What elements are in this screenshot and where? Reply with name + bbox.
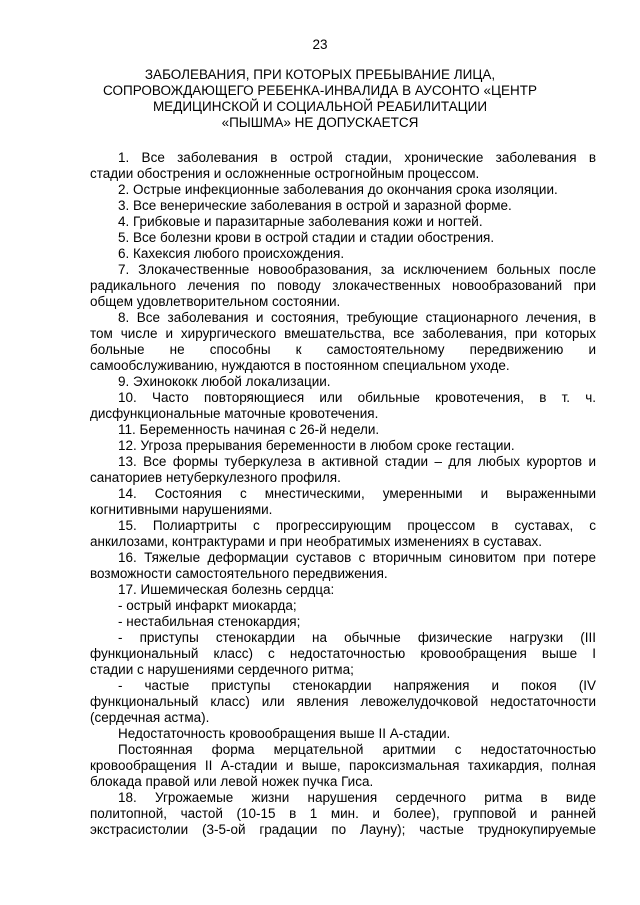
text-line: возможности самостоятельного передвижения.: [90, 566, 388, 581]
text-line: 13. Все формы туберкулеза в активной стадии – для любых курортов и: [118, 454, 596, 469]
text-line: когнитивными нарушениями.: [90, 502, 273, 517]
text-line: дисфункциональные маточные кровотечения.: [90, 406, 379, 421]
text-line: радикального лечения по поводу злокачественных новообразований при: [90, 278, 596, 293]
text-line: функциональный класс) или явления левожелудочковой недостаточности: [90, 694, 596, 709]
page-number: 23: [312, 37, 328, 52]
text-line: 12. Угроза прерывания беременности в любом сроке гестации.: [118, 438, 515, 453]
document-title: [90, 67, 550, 131]
text-line: самообслуживанию, нуждаются в постоянном специальном уходе.: [90, 358, 510, 373]
text-line: 1. Все заболевания в острой стадии, хронические заболевания в: [118, 150, 596, 165]
text-line: том числе и хирургического вмешательства, все заболевания, при которых: [90, 326, 596, 341]
text-line: 8. Все заболевания и состояния, требующие стационарного лечения, в: [118, 310, 596, 325]
text-line: 16. Тяжелые деформации суставов с вторичным синовитом при потере: [118, 550, 596, 565]
title-line: МЕДИЦИНСКОЙ И СОЦИАЛЬНОЙ РЕАБИЛИТАЦИИ: [152, 99, 488, 114]
text-line: - приступы стенокардии на обычные физические нагрузки (III: [118, 630, 596, 645]
text-line: 6. Кахексия любого происхождения.: [118, 246, 345, 261]
text-line: 10. Часто повторяющиеся или обильные кровотечения, в т. ч.: [118, 390, 596, 405]
text-line: стадии с нарушениями сердечного ритма;: [90, 662, 354, 677]
text-line: общем удовлетворительном состоянии.: [90, 294, 341, 309]
text-line: Постоянная форма мерцательной аритмии с недостаточностью: [118, 742, 596, 757]
text-line: 17. Ишемическая болезнь сердца:: [118, 582, 335, 597]
text-line: санаториев нетуберкулезного профиля.: [90, 470, 341, 485]
text-line: 15. Полиартриты с прогрессирующим процессом в суставах, с: [118, 518, 596, 533]
text-line: - частые приступы стенокардии напряжения и покоя (IV: [118, 678, 596, 693]
text-line: 5. Все болезни крови в острой стадии и стадии обострения.: [118, 230, 495, 245]
document-body: [90, 150, 596, 838]
text-line: 3. Все венерические заболевания в острой и заразной форме.: [118, 198, 512, 213]
text-line: Недостаточность кровообращения выше II А-стадии.: [118, 726, 451, 741]
text-line: 2. Острые инфекционные заболевания до окончания срока изоляции.: [118, 182, 558, 197]
text-line: 18. Угрожаемые жизни нарушения сердечного ритма в виде: [118, 790, 596, 805]
text-line: блокада правой или левой ножек пучка Гиса.: [90, 774, 374, 789]
text-line: экстрасистолии (3-5-ой градации по Лауну); частые труднокупируемые: [90, 822, 596, 837]
title-line: СОПРОВОЖДАЮЩЕГО РЕБЕНКА-ИНВАЛИДА В АУСОНТО «ЦЕНТР: [103, 83, 537, 98]
text-line: 11. Беременность начиная с 26-й недели.: [118, 422, 380, 437]
text-line: функциональный класс) с недостаточностью кровообращения выше I: [90, 646, 596, 661]
text-line: 7. Злокачественные новообразования, за исключением больных после: [118, 262, 596, 277]
text-line: - нестабильная стенокардия;: [118, 614, 301, 629]
text-line: - острый инфаркт миокарда;: [118, 598, 297, 613]
text-line: больные не способны к самостоятельному передвижению и: [90, 342, 596, 357]
text-line: стадии обострения и осложненные острогнойным процессом.: [90, 166, 480, 181]
text-line: кровообращения II А-стадии и выше, пароксизмальная тахикардия, полная: [90, 758, 596, 773]
text-line: 9. Эхинококк любой локализации.: [118, 374, 331, 389]
text-line: 14. Состояния с мнестическими, умеренными и выраженными: [118, 486, 596, 501]
title-line: «ПЫШМА» НЕ ДОПУСКАЕТСЯ: [221, 115, 419, 130]
text-line: политопной, частой (10-15 в 1 мин. и более), групповой и ранней: [90, 806, 596, 821]
text-line: 4. Грибковые и паразитарные заболевания кожи и ногтей.: [118, 214, 483, 229]
text-line: (сердечная астма).: [90, 710, 210, 725]
text-line: анкилозами, контрактурами и при необратимых изменениях в суставах.: [90, 534, 543, 549]
title-line: ЗАБОЛЕВАНИЯ, ПРИ КОТОРЫХ ПРЕБЫВАНИЕ ЛИЦА,: [144, 67, 496, 82]
